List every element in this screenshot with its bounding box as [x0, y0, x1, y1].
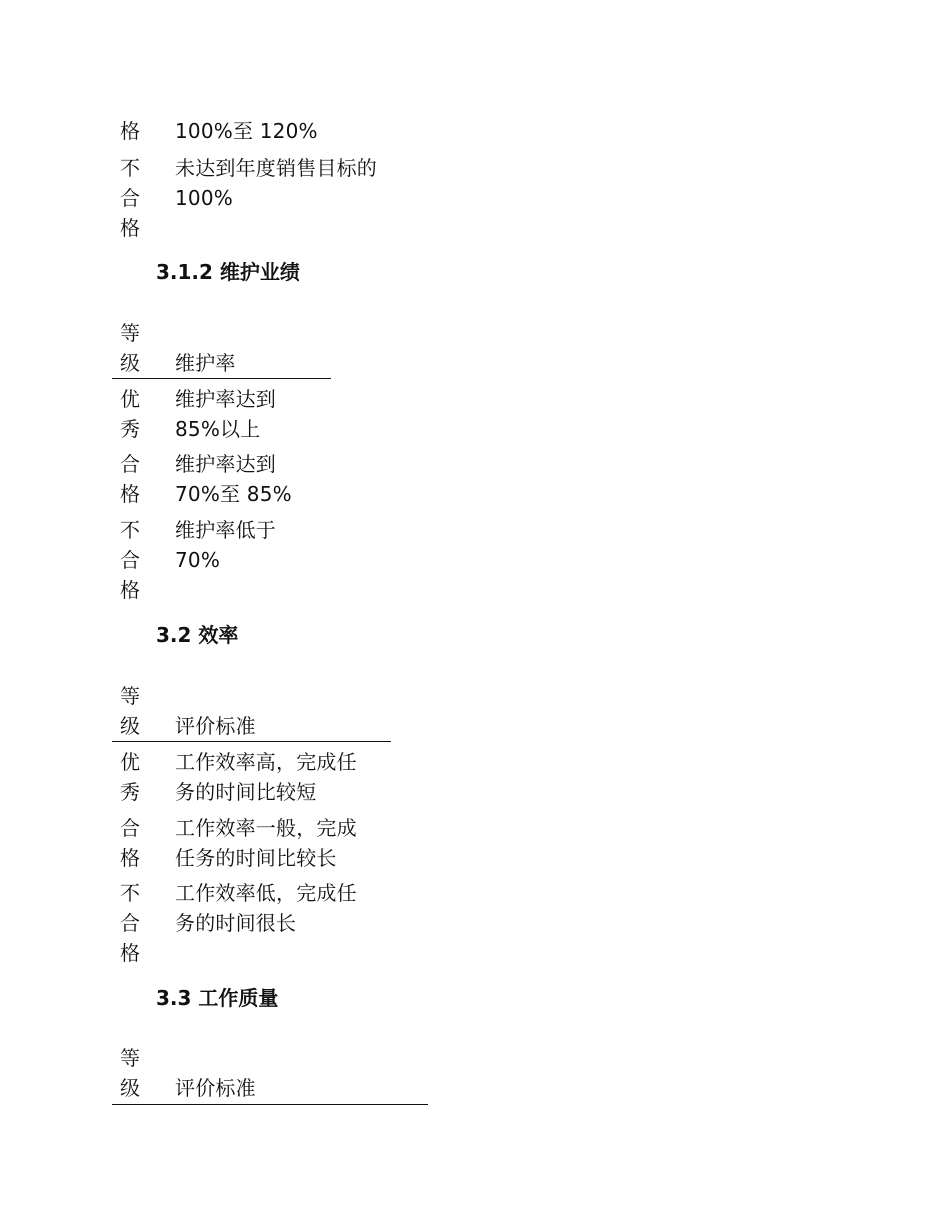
table-header-rule — [112, 741, 391, 742]
grade-cell: 合 格 — [120, 452, 141, 506]
header-grade: 等 级 — [120, 1046, 141, 1100]
criterion-cell: 工作效率低，完成任 务的时间很长 — [175, 881, 357, 935]
grade-cell: 不 合 格 — [120, 881, 141, 965]
criterion-cell: 工作效率一般，完成 任务的时间比较长 — [175, 816, 357, 870]
section-heading-efficiency: 3.2 效率 — [156, 623, 239, 647]
criterion-cell: 维护率达到 70%至 85% — [175, 452, 292, 506]
table-header-rule — [112, 378, 331, 379]
grade-cell: 不 合 格 — [120, 156, 141, 240]
header-criterion: 评价标准 — [175, 1076, 256, 1100]
header-criterion: 维护率 — [175, 351, 236, 375]
grade-cell: 合 格 — [120, 816, 141, 870]
header-grade: 等 级 — [120, 684, 141, 738]
header-grade: 等 级 — [120, 321, 141, 375]
grade-cell: 优 秀 — [120, 387, 141, 441]
grade-cell: 优 秀 — [120, 750, 141, 804]
criterion-cell: 未达到年度销售目标的 100% — [175, 156, 377, 210]
header-criterion: 评价标准 — [175, 714, 256, 738]
grade-cell: 不 合 格 — [120, 518, 141, 602]
criterion-cell: 100%至 120% — [175, 119, 318, 143]
table-header-rule — [112, 1104, 428, 1105]
criterion-cell: 维护率达到 85%以上 — [175, 387, 276, 441]
grade-cell: 格 — [120, 119, 141, 143]
section-heading-quality: 3.3 工作质量 — [156, 986, 279, 1010]
section-heading-maintenance: 3.1.2 维护业绩 — [156, 260, 300, 284]
criterion-cell: 工作效率高，完成任 务的时间比较短 — [175, 750, 357, 804]
criterion-cell: 维护率低于 70% — [175, 518, 276, 572]
